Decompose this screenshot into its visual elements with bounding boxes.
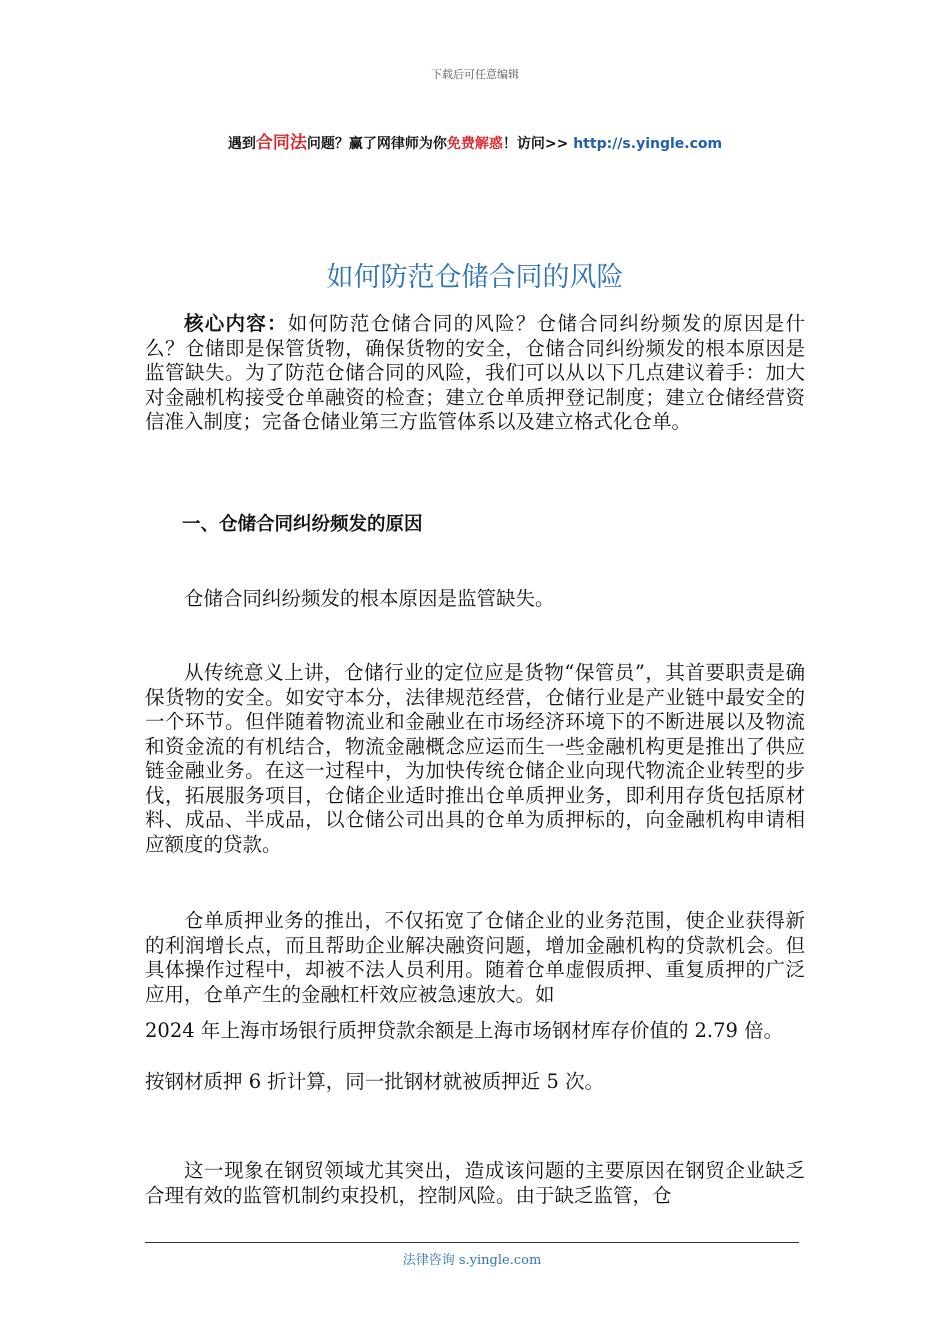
- paragraph-3-line-2: [145, 1019, 825, 1043]
- section-heading-text: 一、仓储合同纠纷频发的原因: [182, 514, 423, 535]
- summary-paragraph: [145, 312, 805, 435]
- document-title: 如何防范仓储合同的风险: [326, 262, 624, 293]
- promo-text-1: 遇到: [227, 136, 256, 152]
- promo-highlight-contract-law: 合同法: [255, 133, 307, 153]
- paragraph-3-text: 仓单质押业务的推出，不仅拓宽了仓储企业的业务范围，使企业获得新的利润增长点，而且帮助企业解决融资问题，增加金融机构的贷款机会。但具体操作过程中，却被不法人员利用。随着仓单虚假质押、重复质押的广泛应用，仓单产生的金融杠杆效应被急速放大。如: [145, 909, 805, 1006]
- paragraph-4-text: 这一现象在钢贸领域尤其突出，造成该问题的主要原因在钢贸企业缺乏合理有效的监管机制约束投机，控制风险。由于缺乏监管，仓: [145, 1159, 805, 1207]
- promo-link[interactable]: http://s.yingle.com: [573, 136, 723, 152]
- summary-text: 如何防范仓储合同的风险？仓储合同纠纷频发的原因是什么？仓储即是保管货物，确保货物的安全，仓储合同纠纷频发的根本原因是监管缺失。为了防范仓储合同的风险，我们可以从以下几点建议着手：加大对金融机构接受仓单融资的检查；建立仓单质押登记制度；建立仓储经营资信准入制度；完备仓储业第三方监管体系以及建立格式化仓单。: [145, 312, 805, 433]
- paragraph-4: [145, 1159, 805, 1208]
- paragraph-1-text: 仓储合同纠纷频发的根本原因是监管缺失。: [184, 587, 555, 610]
- promo-banner: [0, 128, 950, 153]
- promo-text-2: 问题？赢了网律师为你: [306, 136, 447, 152]
- paragraph-1: [145, 587, 805, 612]
- footer-text[interactable]: 法律咨询 s.yingle.com: [402, 1253, 542, 1268]
- paragraph-2: [145, 661, 805, 857]
- footer-divider: [145, 1242, 799, 1243]
- paragraph-3-line-2-text: 2024 年上海市场银行质押贷款余额是上海市场钢材库存价值的 2.79 倍。: [145, 1019, 784, 1042]
- section-heading-1: [145, 513, 805, 538]
- paragraph-3-line-3-text: 按钢材质押 6 折计算，同一批钢材就被质押近 5 次。: [145, 1070, 605, 1093]
- paragraph-2-text: 从传统意义上讲，仓储行业的定位应是货物“保管员”，其首要职责是确保货物的安全。如安守本分，法律规范经营，仓储行业是产业链中最安全的一个环节。但伴随着物流业和金融业在市场经济环境下的不断进展以及物流和资金流的有机结合，物流金融概念应运而生一些金融机构更是推出了供应链金融业务。在这一过程中，为加快传统仓储企业向现代物流企业转型的步伐，拓展服务项目，仓储企业适时推出仓单质押业务，即利用存货包括原材料、成品、半成品，以仓储公司出具的仓单为质押标的，向金融机构申请相应额度的贷款。: [145, 661, 805, 856]
- page-header-note: 下载后可任意编辑: [431, 68, 519, 81]
- paragraph-3-line-3: [145, 1070, 805, 1094]
- paragraph-3: [145, 909, 805, 1007]
- promo-highlight-free: 免费解惑: [446, 136, 503, 152]
- summary-label: 核心内容：: [184, 312, 288, 335]
- promo-text-3: ！访问>>: [502, 136, 574, 152]
